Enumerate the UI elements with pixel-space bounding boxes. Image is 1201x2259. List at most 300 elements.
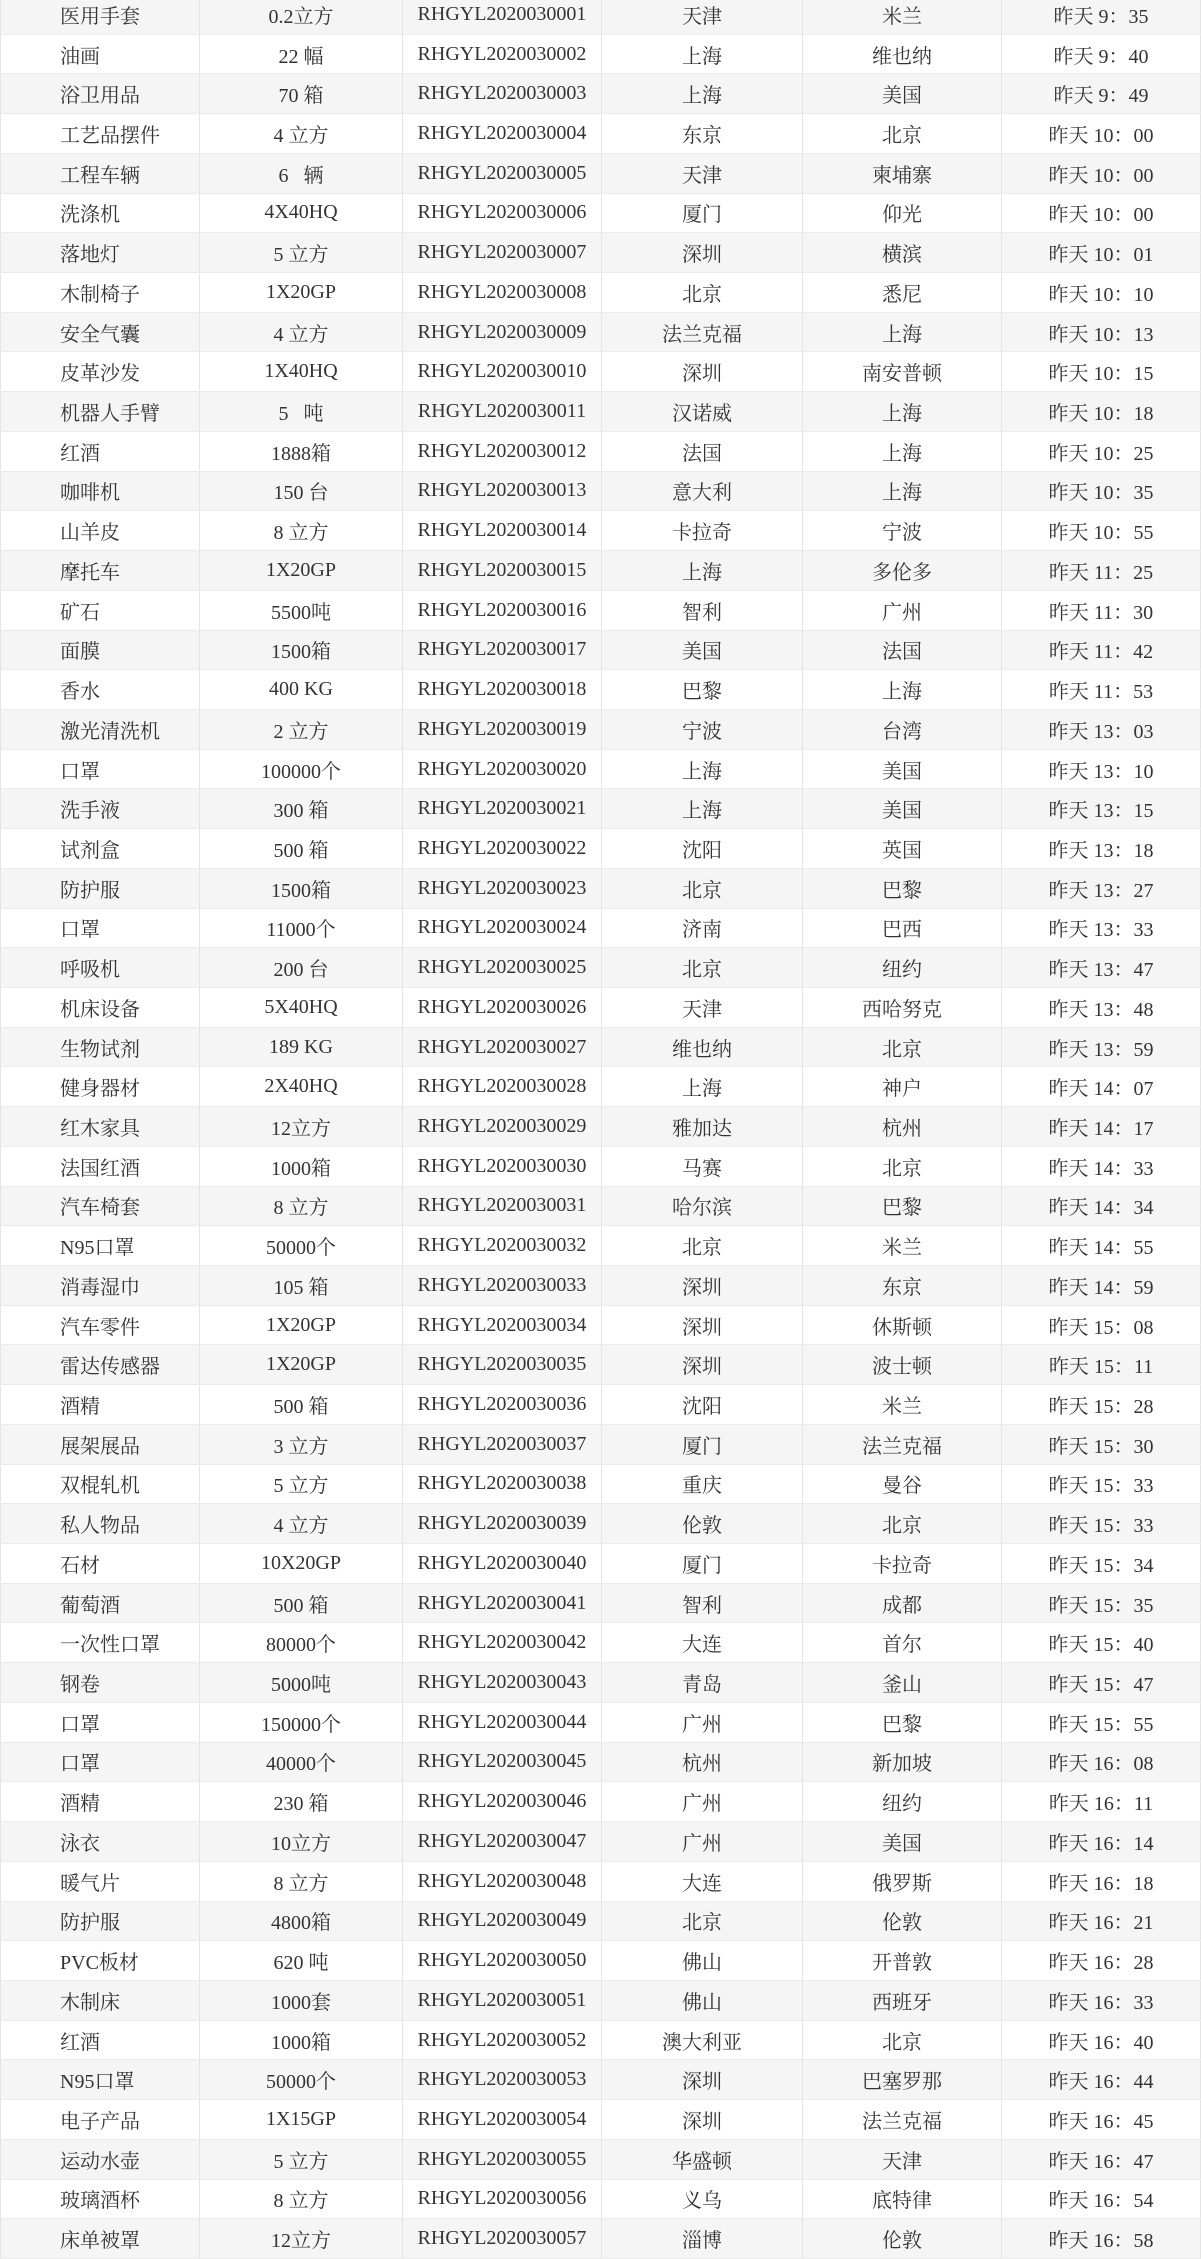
product-cell: 健身器材 [0, 1067, 200, 1106]
origin-cell: 法国 [602, 432, 803, 471]
table-row[interactable] [0, 1862, 1201, 1902]
time-cell: 昨天 9：35 [1002, 0, 1201, 34]
order-no-cell: RHGYL2020030034 [403, 1306, 602, 1345]
origin-cell: 宁波 [602, 710, 803, 749]
quantity-cell: 50000个 [200, 2060, 403, 2099]
order-no-cell: RHGYL2020030032 [403, 1226, 602, 1265]
order-no-cell: RHGYL2020030047 [403, 1822, 602, 1861]
origin-cell: 深圳 [602, 1345, 803, 1384]
quantity-cell: 5000吨 [200, 1663, 403, 1702]
table-row[interactable] [0, 1703, 1201, 1743]
table-row[interactable] [0, 472, 1201, 512]
product-cell: 玻璃酒杯 [0, 2180, 200, 2219]
destination-cell: 北京 [803, 1504, 1002, 1543]
table-row[interactable] [0, 1306, 1201, 1346]
destination-cell: 广州 [803, 591, 1002, 630]
table-row[interactable] [0, 233, 1201, 273]
time-cell: 昨天 13：27 [1002, 869, 1201, 908]
order-no-cell: RHGYL2020030013 [403, 472, 602, 511]
destination-cell: 巴西 [803, 909, 1002, 948]
time-cell: 昨天 16：28 [1002, 1941, 1201, 1980]
order-no-cell: RHGYL2020030024 [403, 909, 602, 948]
product-cell: 泳衣 [0, 1822, 200, 1861]
table-row[interactable] [0, 1941, 1201, 1981]
product-cell: 消毒湿巾 [0, 1266, 200, 1305]
destination-cell: 悉尼 [803, 273, 1002, 312]
origin-cell: 深圳 [602, 1306, 803, 1345]
product-cell: 皮革沙发 [0, 352, 200, 391]
time-cell: 昨天 13：48 [1002, 988, 1201, 1027]
time-cell: 昨天 13：15 [1002, 789, 1201, 828]
origin-cell: 美国 [602, 631, 803, 670]
destination-cell: 横滨 [803, 233, 1002, 272]
time-cell: 昨天 16：33 [1002, 1981, 1201, 2020]
quantity-cell: 5 立方 [200, 233, 403, 272]
table-row[interactable] [0, 432, 1201, 472]
destination-cell: 首尔 [803, 1623, 1002, 1662]
time-cell: 昨天 16：11 [1002, 1782, 1201, 1821]
order-no-cell: RHGYL2020030033 [403, 1266, 602, 1305]
table-row[interactable] [0, 74, 1201, 114]
order-no-cell: RHGYL2020030005 [403, 154, 602, 193]
order-no-cell: RHGYL2020030001 [403, 0, 602, 34]
order-no-cell: RHGYL2020030028 [403, 1067, 602, 1106]
time-cell: 昨天 10：18 [1002, 392, 1201, 431]
destination-cell: 法国 [803, 631, 1002, 670]
table-row[interactable] [0, 1663, 1201, 1703]
table-row[interactable] [0, 869, 1201, 909]
origin-cell: 广州 [602, 1703, 803, 1742]
origin-cell: 智利 [602, 1584, 803, 1623]
quantity-cell: 1X15GP [200, 2100, 403, 2139]
quantity-cell: 22 幅 [200, 35, 403, 74]
order-no-cell: RHGYL2020030039 [403, 1504, 602, 1543]
order-no-cell: RHGYL2020030030 [403, 1147, 602, 1186]
origin-cell: 佛山 [602, 1981, 803, 2020]
quantity-cell: 8 立方 [200, 2180, 403, 2219]
product-cell: 法国红酒 [0, 1147, 200, 1186]
table-row[interactable] [0, 1187, 1201, 1227]
origin-cell: 杭州 [602, 1743, 803, 1782]
table-row[interactable] [0, 988, 1201, 1028]
order-no-cell: RHGYL2020030026 [403, 988, 602, 1027]
quantity-cell: 400 KG [200, 670, 403, 709]
destination-cell: 美国 [803, 750, 1002, 789]
product-cell: 酒精 [0, 1385, 200, 1424]
destination-cell: 釜山 [803, 1663, 1002, 1702]
product-cell: 试剂盒 [0, 829, 200, 868]
product-cell: 医用手套 [0, 0, 200, 34]
order-no-cell: RHGYL2020030004 [403, 114, 602, 153]
quantity-cell: 100000个 [200, 750, 403, 789]
origin-cell: 马赛 [602, 1147, 803, 1186]
table-row[interactable] [0, 2180, 1201, 2220]
table-row[interactable] [0, 2140, 1201, 2180]
destination-cell: 波士顿 [803, 1345, 1002, 1384]
table-row[interactable] [0, 273, 1201, 313]
table-row[interactable] [0, 154, 1201, 194]
origin-cell: 北京 [602, 1902, 803, 1941]
table-row[interactable] [0, 1107, 1201, 1147]
table-row[interactable] [0, 1743, 1201, 1783]
table-row[interactable] [0, 551, 1201, 591]
destination-cell: 新加坡 [803, 1743, 1002, 1782]
origin-cell: 卡拉奇 [602, 511, 803, 550]
table-row[interactable] [0, 194, 1201, 234]
quantity-cell: 5 立方 [200, 1465, 403, 1504]
quantity-cell: 230 箱 [200, 1782, 403, 1821]
quantity-cell: 1X20GP [200, 551, 403, 590]
time-cell: 昨天 15：08 [1002, 1306, 1201, 1345]
product-cell: 口罩 [0, 1703, 200, 1742]
origin-cell: 意大利 [602, 472, 803, 511]
table-row[interactable] [0, 0, 1201, 35]
order-no-cell: RHGYL2020030008 [403, 273, 602, 312]
table-row[interactable] [0, 511, 1201, 551]
destination-cell: 北京 [803, 2021, 1002, 2060]
time-cell: 昨天 15：11 [1002, 1345, 1201, 1384]
order-no-cell: RHGYL2020030017 [403, 631, 602, 670]
origin-cell: 淄博 [602, 2219, 803, 2258]
time-cell: 昨天 16：08 [1002, 1743, 1201, 1782]
table-row[interactable] [0, 591, 1201, 631]
quantity-cell: 50000个 [200, 1226, 403, 1265]
quantity-cell: 8 立方 [200, 1187, 403, 1226]
origin-cell: 深圳 [602, 233, 803, 272]
product-cell: 酒精 [0, 1782, 200, 1821]
order-no-cell: RHGYL2020030016 [403, 591, 602, 630]
time-cell: 昨天 13：10 [1002, 750, 1201, 789]
quantity-cell: 189 KG [200, 1028, 403, 1067]
destination-cell: 南安普顿 [803, 352, 1002, 391]
table-row[interactable] [0, 1226, 1201, 1266]
origin-cell: 广州 [602, 1782, 803, 1821]
product-cell: 红酒 [0, 2021, 200, 2060]
quantity-cell: 1X20GP [200, 1345, 403, 1384]
quantity-cell: 11000个 [200, 909, 403, 948]
product-cell: 机床设备 [0, 988, 200, 1027]
origin-cell: 上海 [602, 789, 803, 828]
order-no-cell: RHGYL2020030002 [403, 35, 602, 74]
product-cell: 一次性口罩 [0, 1623, 200, 1662]
quantity-cell: 1500箱 [200, 631, 403, 670]
table-row[interactable] [0, 1544, 1201, 1584]
order-no-cell: RHGYL2020030020 [403, 750, 602, 789]
table-row[interactable] [0, 1902, 1201, 1942]
quantity-cell: 40000个 [200, 1743, 403, 1782]
product-cell: N95口罩 [0, 2060, 200, 2099]
product-cell: 暖气片 [0, 1862, 200, 1901]
time-cell: 昨天 10：00 [1002, 194, 1201, 233]
time-cell: 昨天 15：47 [1002, 1663, 1201, 1702]
table-row[interactable] [0, 789, 1201, 829]
table-row[interactable] [0, 1981, 1201, 2021]
table-row[interactable] [0, 2100, 1201, 2140]
origin-cell: 汉诺威 [602, 392, 803, 431]
table-row[interactable] [0, 909, 1201, 949]
time-cell: 昨天 13：59 [1002, 1028, 1201, 1067]
table-row[interactable] [0, 392, 1201, 432]
time-cell: 昨天 10：55 [1002, 511, 1201, 550]
time-cell: 昨天 14：17 [1002, 1107, 1201, 1146]
origin-cell: 厦门 [602, 194, 803, 233]
time-cell: 昨天 13：18 [1002, 829, 1201, 868]
origin-cell: 北京 [602, 273, 803, 312]
quantity-cell: 70 箱 [200, 74, 403, 113]
quantity-cell: 3 立方 [200, 1425, 403, 1464]
destination-cell: 天津 [803, 2140, 1002, 2179]
time-cell: 昨天 16：40 [1002, 2021, 1201, 2060]
product-cell: 汽车零件 [0, 1306, 200, 1345]
time-cell: 昨天 10：13 [1002, 313, 1201, 352]
product-cell: 生物试剂 [0, 1028, 200, 1067]
table-row[interactable] [0, 948, 1201, 988]
time-cell: 昨天 10：25 [1002, 432, 1201, 471]
destination-cell: 曼谷 [803, 1465, 1002, 1504]
quantity-cell: 500 箱 [200, 1584, 403, 1623]
time-cell: 昨天 15：55 [1002, 1703, 1201, 1742]
origin-cell: 北京 [602, 1226, 803, 1265]
order-no-cell: RHGYL2020030046 [403, 1782, 602, 1821]
destination-cell: 底特律 [803, 2180, 1002, 2219]
product-cell: 葡萄酒 [0, 1584, 200, 1623]
time-cell: 昨天 10：35 [1002, 472, 1201, 511]
destination-cell: 北京 [803, 114, 1002, 153]
time-cell: 昨天 9：49 [1002, 74, 1201, 113]
time-cell: 昨天 15：34 [1002, 1544, 1201, 1583]
product-cell: 工艺品摆件 [0, 114, 200, 153]
order-no-cell: RHGYL2020030044 [403, 1703, 602, 1742]
product-cell: 矿石 [0, 591, 200, 630]
destination-cell: 巴黎 [803, 869, 1002, 908]
product-cell: 机器人手臂 [0, 392, 200, 431]
destination-cell: 米兰 [803, 1226, 1002, 1265]
product-cell: 雷达传感器 [0, 1345, 200, 1384]
origin-cell: 上海 [602, 1067, 803, 1106]
destination-cell: 上海 [803, 392, 1002, 431]
origin-cell: 厦门 [602, 1544, 803, 1583]
quantity-cell: 4 立方 [200, 114, 403, 153]
table-row[interactable] [0, 2060, 1201, 2100]
time-cell: 昨天 16：58 [1002, 2219, 1201, 2258]
destination-cell: 宁波 [803, 511, 1002, 550]
table-row[interactable] [0, 1028, 1201, 1068]
product-cell: 呼吸机 [0, 948, 200, 987]
quantity-cell: 1X40HQ [200, 352, 403, 391]
origin-cell: 华盛顿 [602, 2140, 803, 2179]
table-row[interactable] [0, 670, 1201, 710]
origin-cell: 法兰克福 [602, 313, 803, 352]
table-row[interactable] [0, 1623, 1201, 1663]
quantity-cell: 1888箱 [200, 432, 403, 471]
table-row[interactable] [0, 750, 1201, 790]
time-cell: 昨天 15：33 [1002, 1504, 1201, 1543]
quantity-cell: 4 立方 [200, 1504, 403, 1543]
product-cell: 洗涤机 [0, 194, 200, 233]
quantity-cell: 1X20GP [200, 273, 403, 312]
order-no-cell: RHGYL2020030037 [403, 1425, 602, 1464]
product-cell: 面膜 [0, 631, 200, 670]
product-cell: 口罩 [0, 909, 200, 948]
table-row[interactable] [0, 1425, 1201, 1465]
order-no-cell: RHGYL2020030023 [403, 869, 602, 908]
order-no-cell: RHGYL2020030011 [403, 392, 602, 431]
order-no-cell: RHGYL2020030035 [403, 1345, 602, 1384]
order-no-cell: RHGYL2020030006 [403, 194, 602, 233]
product-cell: 口罩 [0, 750, 200, 789]
time-cell: 昨天 16：45 [1002, 2100, 1201, 2139]
destination-cell: 开普敦 [803, 1941, 1002, 1980]
quantity-cell: 8 立方 [200, 511, 403, 550]
quantity-cell: 500 箱 [200, 1385, 403, 1424]
order-no-cell: RHGYL2020030052 [403, 2021, 602, 2060]
product-cell: 展架展品 [0, 1425, 200, 1464]
quantity-cell: 150000个 [200, 1703, 403, 1742]
product-cell: 木制床 [0, 1981, 200, 2020]
product-cell: 石材 [0, 1544, 200, 1583]
destination-cell: 成都 [803, 1584, 1002, 1623]
origin-cell: 上海 [602, 74, 803, 113]
destination-cell: 上海 [803, 432, 1002, 471]
destination-cell: 多伦多 [803, 551, 1002, 590]
table-row[interactable] [0, 1465, 1201, 1505]
destination-cell: 英国 [803, 829, 1002, 868]
quantity-cell: 0.2立方 [200, 0, 403, 34]
order-no-cell: RHGYL2020030018 [403, 670, 602, 709]
product-cell: 安全气囊 [0, 313, 200, 352]
destination-cell: 巴黎 [803, 1703, 1002, 1742]
destination-cell: 西班牙 [803, 1981, 1002, 2020]
order-no-cell: RHGYL2020030041 [403, 1584, 602, 1623]
product-cell: 香水 [0, 670, 200, 709]
origin-cell: 深圳 [602, 2060, 803, 2099]
table-row[interactable] [0, 1385, 1201, 1425]
product-cell: 洗手液 [0, 789, 200, 828]
time-cell: 昨天 16：47 [1002, 2140, 1201, 2179]
table-row[interactable] [0, 1584, 1201, 1624]
table-row[interactable] [0, 829, 1201, 869]
origin-cell: 广州 [602, 1822, 803, 1861]
time-cell: 昨天 15：35 [1002, 1584, 1201, 1623]
product-cell: 工程车辆 [0, 154, 200, 193]
destination-cell: 米兰 [803, 0, 1002, 34]
quantity-cell: 80000个 [200, 1623, 403, 1662]
product-cell: 钢卷 [0, 1663, 200, 1702]
quantity-cell: 1000套 [200, 1981, 403, 2020]
origin-cell: 沈阳 [602, 1385, 803, 1424]
destination-cell: 柬埔寨 [803, 154, 1002, 193]
origin-cell: 青岛 [602, 1663, 803, 1702]
origin-cell: 东京 [602, 114, 803, 153]
order-no-cell: RHGYL2020030003 [403, 74, 602, 113]
table-row[interactable] [0, 352, 1201, 392]
order-no-cell: RHGYL2020030009 [403, 313, 602, 352]
origin-cell: 上海 [602, 750, 803, 789]
order-no-cell: RHGYL2020030043 [403, 1663, 602, 1702]
order-no-cell: RHGYL2020030036 [403, 1385, 602, 1424]
table-row[interactable] [0, 35, 1201, 75]
quantity-cell: 4800箱 [200, 1902, 403, 1941]
order-no-cell: RHGYL2020030021 [403, 789, 602, 828]
quantity-cell: 10X20GP [200, 1544, 403, 1583]
time-cell: 昨天 14：34 [1002, 1187, 1201, 1226]
table-row[interactable] [0, 1782, 1201, 1822]
origin-cell: 上海 [602, 35, 803, 74]
table-row[interactable] [0, 710, 1201, 750]
destination-cell: 神户 [803, 1067, 1002, 1106]
destination-cell: 北京 [803, 1147, 1002, 1186]
order-no-cell: RHGYL2020030042 [403, 1623, 602, 1662]
order-no-cell: RHGYL2020030010 [403, 352, 602, 391]
destination-cell: 伦敦 [803, 2219, 1002, 2258]
quantity-cell: 5 吨 [200, 392, 403, 431]
table-row[interactable] [0, 631, 1201, 671]
table-row[interactable] [0, 1822, 1201, 1862]
order-no-cell: RHGYL2020030049 [403, 1902, 602, 1941]
time-cell: 昨天 16：54 [1002, 2180, 1201, 2219]
time-cell: 昨天 16：18 [1002, 1862, 1201, 1901]
destination-cell: 杭州 [803, 1107, 1002, 1146]
time-cell: 昨天 11：53 [1002, 670, 1201, 709]
table-row[interactable] [0, 114, 1201, 154]
product-cell: 激光清洗机 [0, 710, 200, 749]
origin-cell: 巴黎 [602, 670, 803, 709]
destination-cell: 巴塞罗那 [803, 2060, 1002, 2099]
table-row[interactable] [0, 1345, 1201, 1385]
origin-cell: 雅加达 [602, 1107, 803, 1146]
order-no-cell: RHGYL2020030015 [403, 551, 602, 590]
quantity-cell: 6 辆 [200, 154, 403, 193]
origin-cell: 济南 [602, 909, 803, 948]
destination-cell: 法兰克福 [803, 2100, 1002, 2139]
order-no-cell: RHGYL2020030012 [403, 432, 602, 471]
table-row[interactable] [0, 2219, 1201, 2259]
quantity-cell: 1000箱 [200, 1147, 403, 1186]
product-cell: 山羊皮 [0, 511, 200, 550]
product-cell: 电子产品 [0, 2100, 200, 2139]
quantity-cell: 1X20GP [200, 1306, 403, 1345]
product-cell: 汽车椅套 [0, 1187, 200, 1226]
origin-cell: 北京 [602, 869, 803, 908]
table-row[interactable] [0, 1147, 1201, 1187]
destination-cell: 仰光 [803, 194, 1002, 233]
table-row[interactable] [0, 1504, 1201, 1544]
origin-cell: 维也纳 [602, 1028, 803, 1067]
table-row[interactable] [0, 1067, 1201, 1107]
order-no-cell: RHGYL2020030056 [403, 2180, 602, 2219]
origin-cell: 天津 [602, 0, 803, 34]
quantity-cell: 150 台 [200, 472, 403, 511]
order-no-cell: RHGYL2020030057 [403, 2219, 602, 2258]
destination-cell: 纽约 [803, 1782, 1002, 1821]
table-row[interactable] [0, 1266, 1201, 1306]
table-row[interactable] [0, 2021, 1201, 2061]
product-cell: 红木家具 [0, 1107, 200, 1146]
destination-cell: 米兰 [803, 1385, 1002, 1424]
table-row[interactable] [0, 313, 1201, 353]
time-cell: 昨天 15：33 [1002, 1465, 1201, 1504]
time-cell: 昨天 13：33 [1002, 909, 1201, 948]
product-cell: 落地灯 [0, 233, 200, 272]
product-cell: 口罩 [0, 1743, 200, 1782]
destination-cell: 上海 [803, 472, 1002, 511]
product-cell: 咖啡机 [0, 472, 200, 511]
origin-cell: 智利 [602, 591, 803, 630]
order-no-cell: RHGYL2020030031 [403, 1187, 602, 1226]
time-cell: 昨天 11：25 [1002, 551, 1201, 590]
destination-cell: 上海 [803, 313, 1002, 352]
time-cell: 昨天 13：47 [1002, 948, 1201, 987]
